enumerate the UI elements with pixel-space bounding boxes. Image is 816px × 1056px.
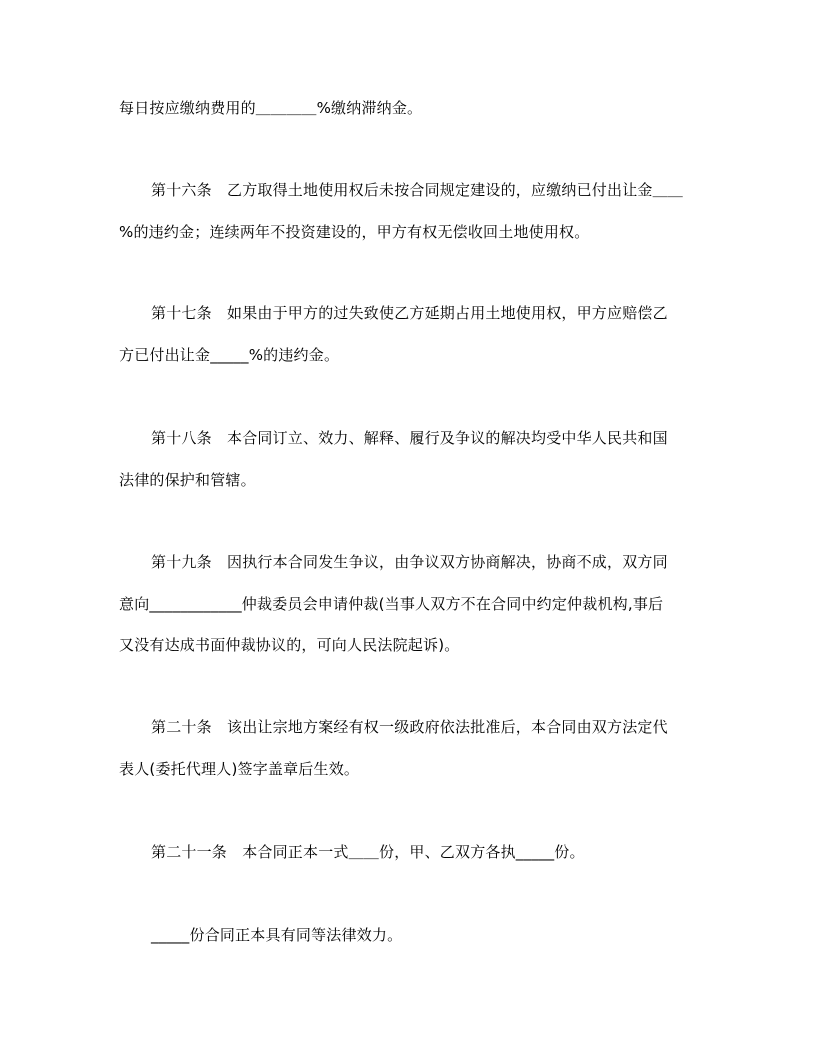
clause-20-line-1: 第二十条 该出让宗地方案经有权一级政府依法批准后，本合同由双方法定代 bbox=[151, 718, 668, 736]
clause-18-line-2: 法律的保护和管辖。 bbox=[119, 471, 256, 489]
clause-16-line-1: 第十六条 乙方取得土地使用权后未按合同规定建设的，应缴纳已付出让金＿＿ bbox=[151, 181, 684, 199]
clause-15-continuation: 每日按应缴纳费用的＿＿＿＿%缴纳滞纳金。 bbox=[119, 99, 423, 117]
clause-19-line-1: 第十九条 因执行本合同发生争议，由争议双方协商解决，协商不成，双方同 bbox=[151, 553, 668, 571]
clause-17-line-1: 第十七条 如果由于甲方的过失致使乙方延期占用土地使用权，甲方应赔偿乙 bbox=[151, 304, 668, 322]
clause-18-line-1: 第十八条 本合同订立、效力、解释、履行及争议的解决均受中华人民共和国 bbox=[151, 429, 668, 447]
clause-20-line-2: 表人(委托代理人)签字盖章后生效。 bbox=[119, 760, 360, 778]
clause-17-line-2: 方已付出让金_____%的违约金。 bbox=[119, 346, 340, 364]
clause-19-line-2: 意向____________仲裁委员会申请仲裁(当事人双方不在合同中约定仲裁机构,事后 bbox=[119, 595, 664, 613]
clause-16-line-2: %的违约金；连续两年不投资建设的，甲方有权无偿收回土地使用权。 bbox=[119, 223, 590, 241]
clause-19-line-3: 又没有达成书面仲裁协议的，可向人民法院起诉)。 bbox=[119, 636, 460, 654]
clause-21-line-1: 第二十一条 本合同正本一式＿＿份，甲、乙双方各执_____份。 bbox=[151, 843, 585, 861]
clause-21-line-2: _____份合同正本具有同等法律效力。 bbox=[151, 926, 403, 944]
